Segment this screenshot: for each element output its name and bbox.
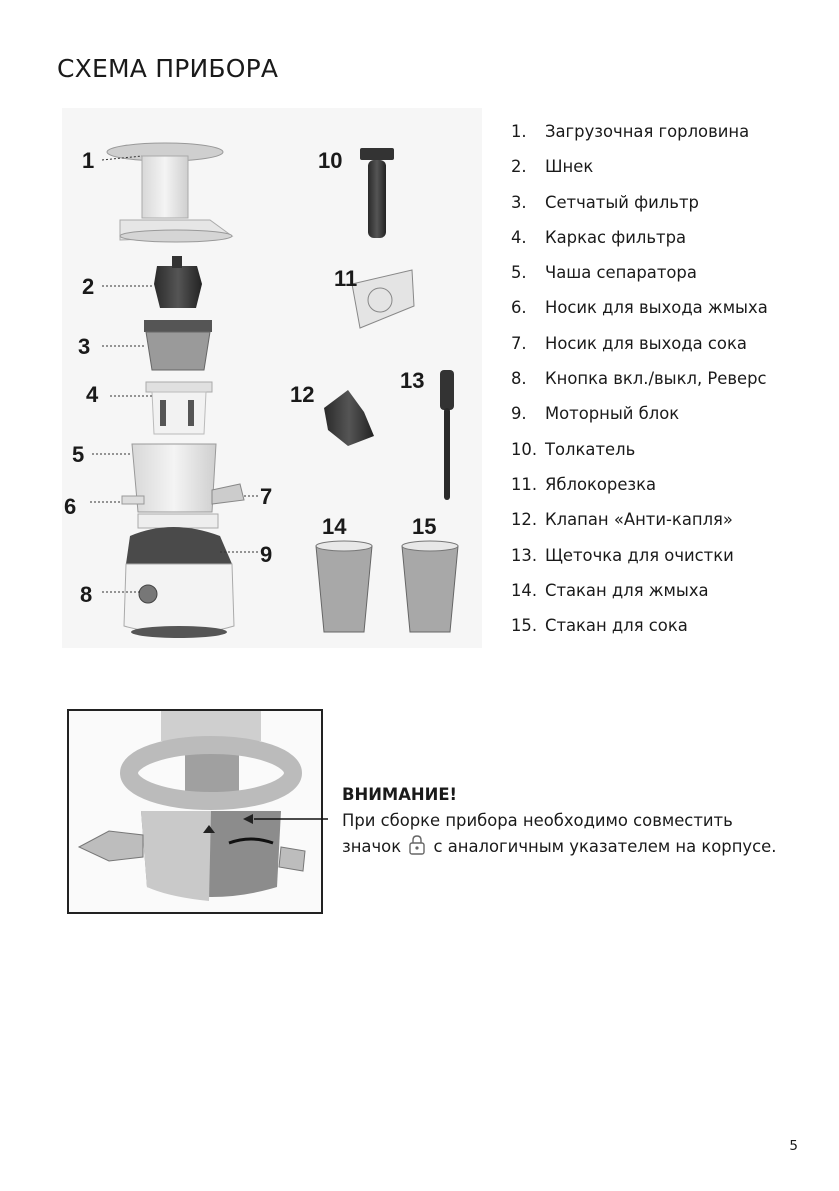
- callout-3: 3: [78, 334, 91, 359]
- page-title: СХЕМА ПРИБОРА: [57, 54, 279, 83]
- warning-line-1: При сборке прибора необходимо совместить: [342, 811, 733, 830]
- callout-13: 13: [400, 368, 425, 393]
- callout-2: 2: [82, 274, 95, 299]
- warning-heading: ВНИМАНИЕ!: [342, 785, 458, 804]
- list-item: 7. Носик для выхода сока: [511, 333, 747, 353]
- diagram-drawing: [62, 108, 482, 648]
- exploded-diagram: [62, 108, 482, 648]
- list-item: 9. Моторный блок: [511, 404, 680, 424]
- pusher-part: [360, 148, 394, 238]
- apple-slicer-part: [352, 270, 414, 328]
- filter-frame-part: [146, 382, 212, 434]
- mesh-filter-part: [144, 320, 212, 370]
- warning-line-2: значок с аналогичным указателем на корпусе.: [342, 834, 776, 863]
- cleaning-brush-part: [440, 370, 454, 500]
- list-item: 8. Кнопка вкл./выкл, Реверс: [511, 369, 767, 389]
- list-item: 10. Толкатель: [511, 439, 636, 459]
- callout-4: 4: [86, 382, 99, 407]
- list-item: 2. Шнек: [511, 157, 594, 177]
- auger-part: [154, 256, 202, 308]
- callout-10: 10: [318, 148, 343, 173]
- list-item: 13. Щеточка для очистки: [511, 545, 734, 565]
- list-item: 11. Яблокорезка: [511, 474, 657, 494]
- callout-5: 5: [72, 442, 85, 467]
- juice-cup-part: [402, 541, 458, 632]
- pointer-line: [254, 812, 344, 826]
- callout-6: 6: [64, 494, 77, 519]
- list-item: 6. Носик для выхода жмыха: [511, 298, 768, 318]
- motor-block-part: [124, 514, 234, 638]
- list-item: 3. Сетчатый фильтр: [511, 192, 699, 212]
- callout-11: 11: [334, 266, 358, 291]
- lock-icon: [408, 835, 426, 863]
- list-item: 12. Клапан «Анти-капля»: [511, 510, 733, 530]
- callout-7: 7: [260, 484, 273, 509]
- list-item: 1. Загрузочная горловина: [511, 122, 750, 141]
- callout-8: 8: [80, 582, 93, 607]
- list-item: 15. Стакан для сока: [511, 616, 688, 636]
- warning-block: [342, 782, 776, 863]
- list-item: 14. Стакан для жмыха: [511, 580, 709, 600]
- feed-chute-part: [107, 143, 232, 242]
- list-item: 4. Каркас фильтра: [511, 227, 687, 247]
- separator-bowl-part: [122, 444, 244, 512]
- pulp-cup-part: [316, 541, 372, 632]
- callout-9: 9: [260, 542, 273, 567]
- page-number: 5: [789, 1138, 798, 1154]
- parts-list: [511, 122, 768, 651]
- list-item: 5. Чаша сепаратора: [511, 263, 697, 283]
- callout-15: 15: [412, 514, 437, 539]
- callout-1: 1: [82, 148, 95, 173]
- anti-drip-valve-part: [324, 390, 374, 446]
- callout-14: 14: [322, 514, 347, 539]
- callout-12: 12: [290, 382, 315, 407]
